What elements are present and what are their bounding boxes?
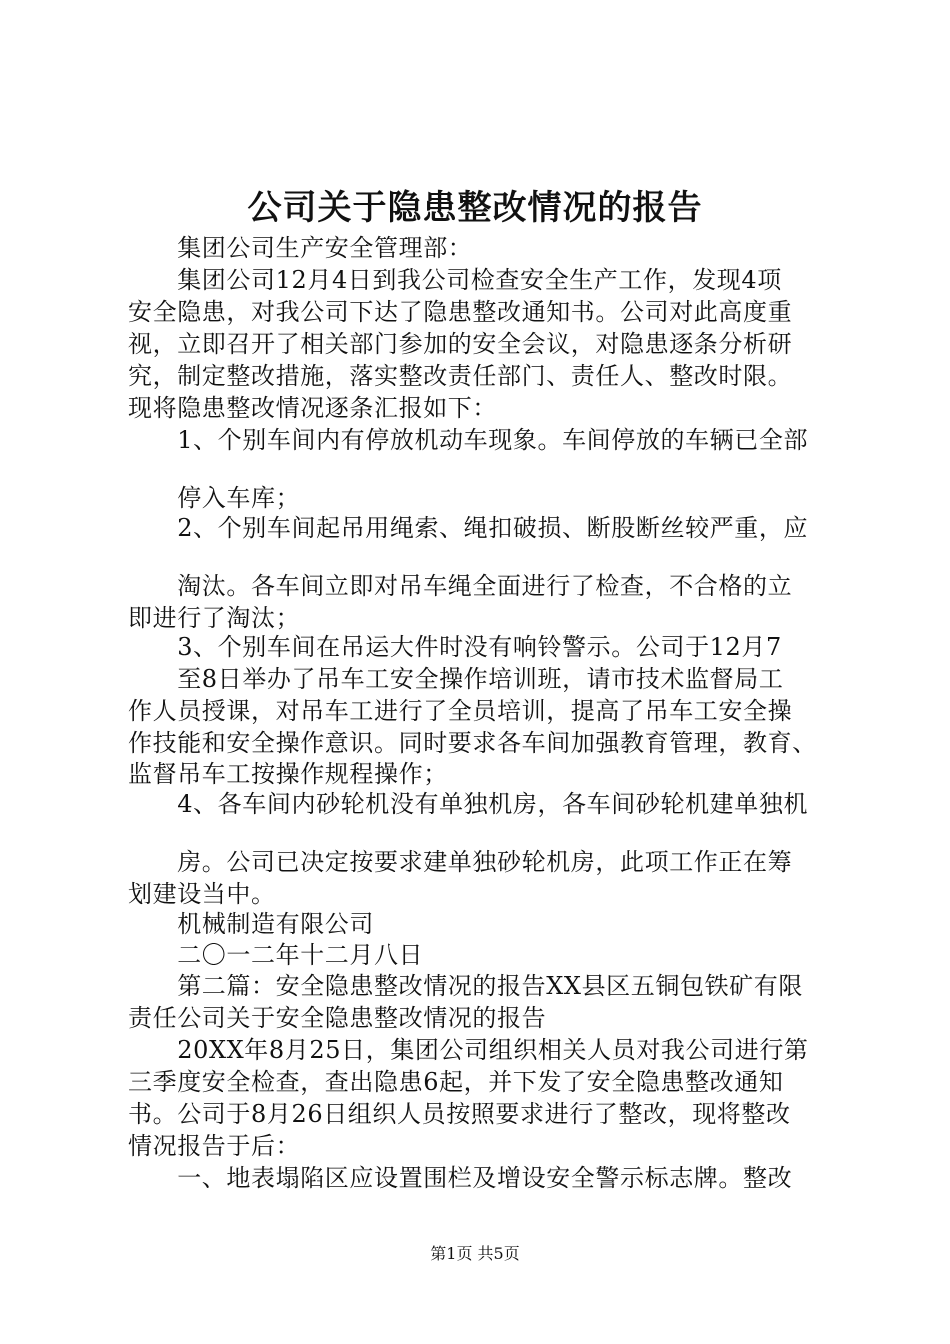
paragraph-line: 集团公司生产安全管理部： <box>128 234 473 262</box>
paragraph-line: 2、个别车间起吊用绳索、绳扣破损、断股断丝较严重，应 <box>128 514 809 542</box>
paragraph-line: 划建设当中。 <box>128 880 276 908</box>
paragraph-line: 监督吊车工按操作规程操作； <box>128 760 448 788</box>
paragraph-line: 1、个别车间内有停放机动车现象。车间停放的车辆已全部 <box>128 426 809 454</box>
paragraph-line: 作人员授课，对吊车工进行了全员培训，提高了吊车工安全操 <box>128 697 793 725</box>
paragraph-line: 现将隐患整改情况逐条汇报如下： <box>128 394 497 422</box>
paragraph-line: 书。公司于8月26日组织人员按照要求进行了整改，现将整改 <box>128 1100 791 1128</box>
paragraph-line: 二〇一二年十二月八日 <box>128 941 424 969</box>
page-number-footer: 第1页 共5页 <box>430 1244 520 1263</box>
paragraph-line: 究，制定整改措施，落实整改责任部门、责任人、整改时限。 <box>128 362 793 390</box>
paragraph-line: 20XX年8月25日，集团公司组织相关人员对我公司进行第 <box>128 1036 809 1064</box>
paragraph-line: 即进行了淘汰； <box>128 604 301 632</box>
paragraph-line: 视，立即召开了相关部门参加的安全会议，对隐患逐条分析研 <box>128 330 793 358</box>
paragraph-line: 三季度安全检查，查出隐患6起，并下发了安全隐患整改通知 <box>128 1068 784 1096</box>
paragraph-line: 一、地表塌陷区应设置围栏及增设安全警示标志牌。整改 <box>128 1164 793 1192</box>
paragraph-line: 第二篇：安全隐患整改情况的报告XX县区五铜包铁矿有限 <box>128 972 803 1000</box>
paragraph-line: 责任公司关于安全隐患整改情况的报告 <box>128 1004 547 1032</box>
paragraph-line: 至8日举办了吊车工安全操作培训班，请市技术监督局工 <box>128 665 784 693</box>
paragraph-line: 机械制造有限公司 <box>128 910 374 938</box>
paragraph-line: 淘汰。各车间立即对吊车绳全面进行了检查，不合格的立 <box>128 572 793 600</box>
paragraph-line: 集团公司12月4日到我公司检查安全生产工作，发现4项 <box>128 266 782 294</box>
paragraph-line: 4、各车间内砂轮机没有单独机房，各车间砂轮机建单独机 <box>128 790 809 818</box>
paragraph-line: 房。公司已决定按要求建单独砂轮机房，此项工作正在筹 <box>128 848 793 876</box>
document-title: 公司关于隐患整改情况的报告 <box>247 188 703 228</box>
paragraph-line: 3、个别车间在吊运大件时没有响铃警示。公司于12月7 <box>128 633 782 661</box>
paragraph-line: 安全隐患，对我公司下达了隐患整改通知书。公司对此高度重 <box>128 298 793 326</box>
paragraph-line: 情况报告于后： <box>128 1132 301 1160</box>
paragraph-line: 停入车库； <box>128 484 301 512</box>
paragraph-line: 作技能和安全操作意识。同时要求各车间加强教育管理，教育、 <box>128 729 817 757</box>
